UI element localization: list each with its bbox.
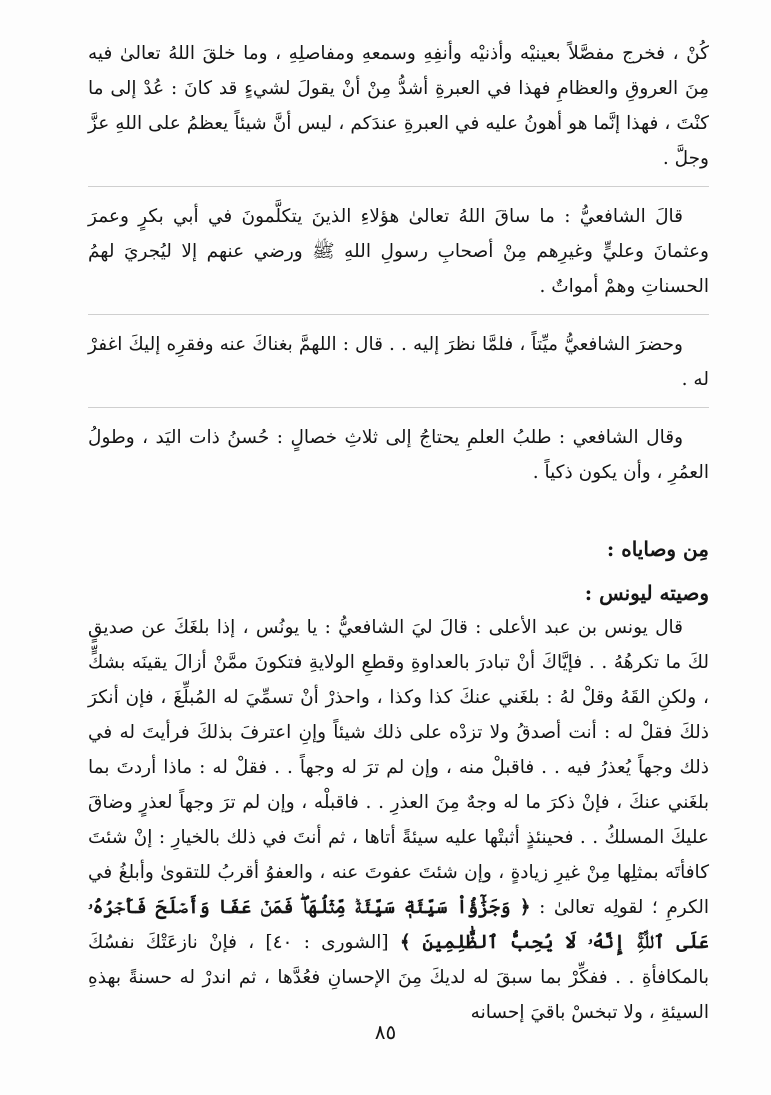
quran-verse: ﴿ وَجَزَٰٓؤُاْ سَيِّئَةٖ سَيِّئَةٞ مِّثۡلُهَاۖ فَمَنۡ عَفَا وَأَصۡلَحَ فَأَجۡرُهُۥ عَلَى ٱللَّهِۚ إِنَّهُۥ لَا يُحِبُّ ٱلظَّٰلِمِينَ ﴾	[88, 897, 710, 953]
paragraph-companions: قالَ الشافعيُّ : ما ساقَ اللهُ تعالىٰ هؤلاءِ الذينَ يتكلَّمونَ في أبي بكرٍ وعمرَ وعثمانَ وعليٍّ وغيرِهم مِنْ أصحابِ رسولِ اللهِ ﷺ ورضي عنهم إلا ليُجريَ لهمُ الحسناتِ وهمْ أمواتٌ .	[88, 206, 709, 297]
paragraph-knowledge: وقال الشافعي : طلبُ العلمِ يحتاجُ إلى ثلاثِ خصالٍ : حُسنُ ذات اليَد ، وطولُ العمُرِ ، وأن يكون ذكياً .	[88, 427, 709, 483]
page-number: ٨٥	[374, 1020, 397, 1044]
divider	[88, 407, 709, 408]
subsection-heading: وصيته ليونس :	[584, 581, 709, 605]
paragraph-advice-yunus	[88, 610, 709, 1030]
advice-text: قال يونس بن عبد الأعلى : قالَ ليَ الشافعيُّ : يا يونُس ، إذا بلغَكَ عن صديقٍ لكَ ما تكرهُهُ . . فإيَّاكَ أنْ تبادرَ بالعداوةِ وقطعِ الولايةِ فتكونَ ممَّنْ أزالَ يقينَه بشكٍّ ، ولكنِ القَهُ وقلْ لهُ : بلغَني عنكَ كذا وكذا ، واحذرْ أنْ تسمِّيَ له المُبلِّغَ ، فإن أنكرَ ذلكَ فقلْ له : أنت أصدقُ ولا تزدْه على ذلك شيئاً وإنِ اعترفَ بذلكَ فرأيتَ له في ذلك وجهاً يُعذرُ فيه . . فاقبلْ منه ، وإن لم ترَ له وجهاً . . فقلْ له : ماذا أردتَ بما بلغَني عنكَ ، فإنْ ذكرَ ما له وجهٌ مِنَ العذرِ . . فاقبلْه ، وإن لم ترَ وجهاً لعذرٍ وضاقَ عليكَ المسلكُ . . فحينئذٍ أثبتْها عليه سيئةً أتاها ، ثم أنتَ في ذلك بالخيارِ : إنْ شئتَ كافأتَه بمثلِها مِنْ غيرِ زيادةٍ ، وإن شئتَ عفوتَ عنه ، والعفوُ أقربُ للتقوىٰ وأبلغُ في الكرمِ ؛ لقولِه تعالىٰ :	[88, 617, 709, 918]
paragraph-funeral: وحضرَ الشافعيُّ ميِّتاً ، فلمَّا نظرَ إليه . . قال : اللهمَّ بغناكَ عنه وفقرِه إليكَ اغفرْ له .	[88, 334, 709, 390]
divider	[88, 314, 709, 315]
paragraph-creation: كُنْ ، فخرج مفصَّلاً بعينيْه وأذنيْه وأنفِهِ وسمعهِ ومفاصلِهِ ، وما خلقَ اللهُ تعالىٰ فيه مِنَ العروقِ والعظامِ فهذا في العبرةِ أشدُّ مِنْ أنْ يقولَ لشيءٍ قد كانَ : عُدْ إلى ما كنْتَ ، فهذا إنَّما هو أهونُ عليه في العبرةِ عندَكم ، ليس أنَّ شيئاً يعظمُ على اللهِ عزَّ وجلَّ .	[88, 43, 709, 169]
section-heading: مِن وصاياه :	[606, 537, 709, 561]
divider	[88, 186, 709, 187]
advice-text-continued: [الشورى : ٤٠] ، فإنْ نازعَتْكَ نفسُكَ بالمكافأةِ . . ففكِّرْ بما سبقَ له لديكَ مِنَ الإحسانِ فعُدَّها ، ثم اندرْ له حسنةً بهذهِ السيئةِ ، ولا تبخسْ باقيَ إحسانه	[88, 932, 709, 1023]
page-text	[88, 36, 709, 1030]
